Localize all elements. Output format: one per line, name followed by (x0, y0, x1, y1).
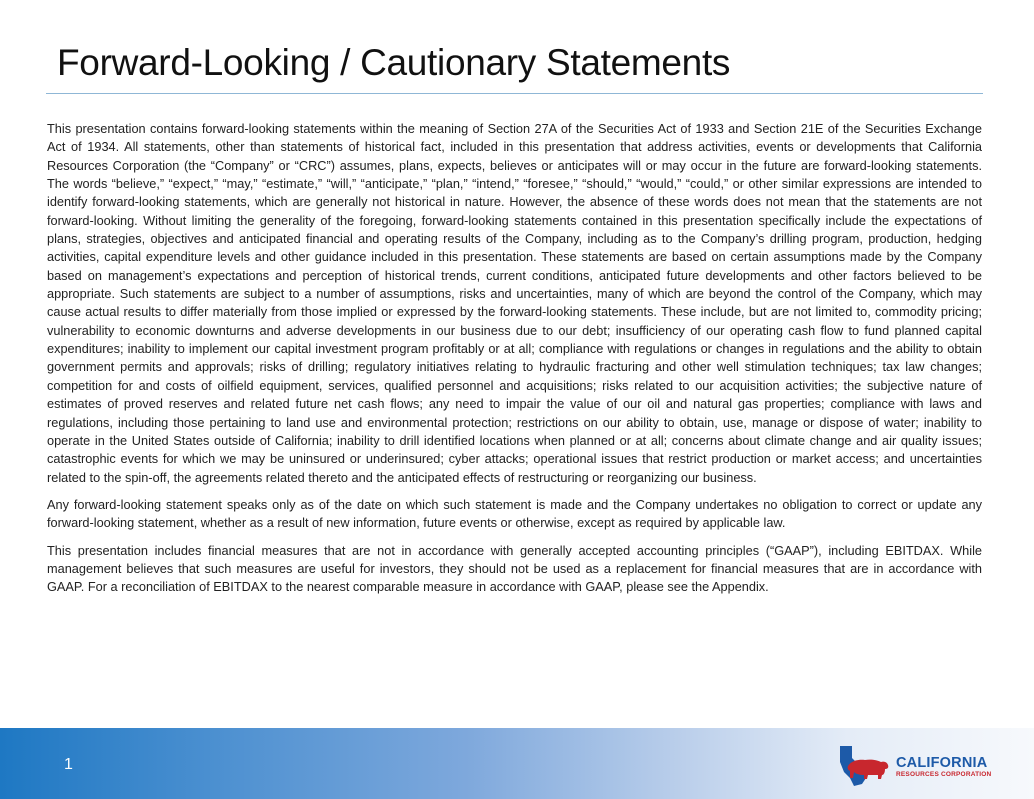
company-logo (834, 744, 1004, 788)
disclaimer-paragraph-non-gaap: This presentation includes financial measures that are not in accordance with generally accepted accounting principles (“GAAP”), including EBITDAX. While management believes that such measures are useful for investors, they should not be used as a replacement for financial measures that are in accordance with GAAP. For a reconciliation of EBITDAX to the nearest comparable measure in accordance with GAAP, please see the Appendix. (47, 542, 982, 595)
disclaimer-paragraph-forward-looking: This presentation contains forward-looking statements within the meaning of Section 27A of the Securities Act of 1933 and Section 21E of the Securities Exchange Act of 1934. All statements, other than statements of historical fact, included in this presentation that address activities, events or developments that California Resources Corporation (the “Company” or “CRC”) assumes, plans, expects, believes or anticipates will or may occur in the future are forward-looking statements. The words “believe,” “expect,” “may,” “estimate,” “will,” “anticipate,” “plan,” “intend,” “foresee,” “should,” “would,” “could,” or other similar expressions are intended to identify forward-looking statements, which are generally not historical in nature. However, the absence of these words does not mean that the statements are not forward-looking. Without limiting the generality of the foregoing, forward-looking statements contained in this presentation specifically include the expectations of plans, strategies, objectives and anticipated financial and operating results of the Company, including as to the Company’s drilling program, production, hedging activities, capital expenditure levels and other guidance included in this presentation. These statements are based on certain assumptions made by the Company based on management’s expectations and perception of historical trends, current conditions, anticipated future developments and other factors believed to be appropriate. Such statements are subject to a number of assumptions, risks and uncertainties, many of which are beyond the control of the Company, which may cause actual results to differ materially from those implied or expressed by the forward-looking statements. These include, but are not limited to, commodity pricing; vulnerability to economic downturns and adverse developments in our business due to our debt; insufficiency of our operating cash flow to fund planned capital expenditures; inability to implement our capital investment program profitably or at all; compliance with regulations or changes in regulations and the ability to obtain government permits and approvals; risks of drilling; regulatory initiatives relating to hydraulic fracturing and other well stimulation techniques; tax law changes; competition for and costs of oilfield equipment, services, qualified personnel and acquisitions; risks related to our acquisition activities; the subjective nature of estimates of proved reserves and related future net cash flows; any need to impair the value of our oil and natural gas properties; compliance with laws and regulations, including those pertaining to land use and environmental protection; restrictions on our ability to obtain, use, manage or dispose of water; inability to operate in the United States outside of California; inability to drill identified locations when planned or at all; concerns about climate change and air quality issues; catastrophic events for which we may be uninsured or underinsured; cyber attacks; operational issues that restrict production or market access; and uncertainties related to the spin-off, the agreements related thereto and the anticipated effects of restructuring or reorganizing our business. (47, 121, 982, 485)
title-divider (46, 93, 983, 94)
logo-name: CALIFORNIA (896, 755, 988, 771)
california-bear-icon (834, 744, 894, 788)
disclaimer-paragraph-no-obligation: Any forward-looking statement speaks only as of the date on which such statement is made and the Company undertakes no obligation to correct or update any forward-looking statement, whether as a result of new information, future events or otherwise, except as required by applicable law. (47, 496, 982, 531)
page-number: 1 (64, 756, 73, 773)
disclaimer-body (47, 120, 982, 606)
slide-title: Forward-Looking / Cautionary Statements (57, 42, 731, 83)
logo-subtitle: RESOURCES CORPORATION (896, 771, 992, 778)
